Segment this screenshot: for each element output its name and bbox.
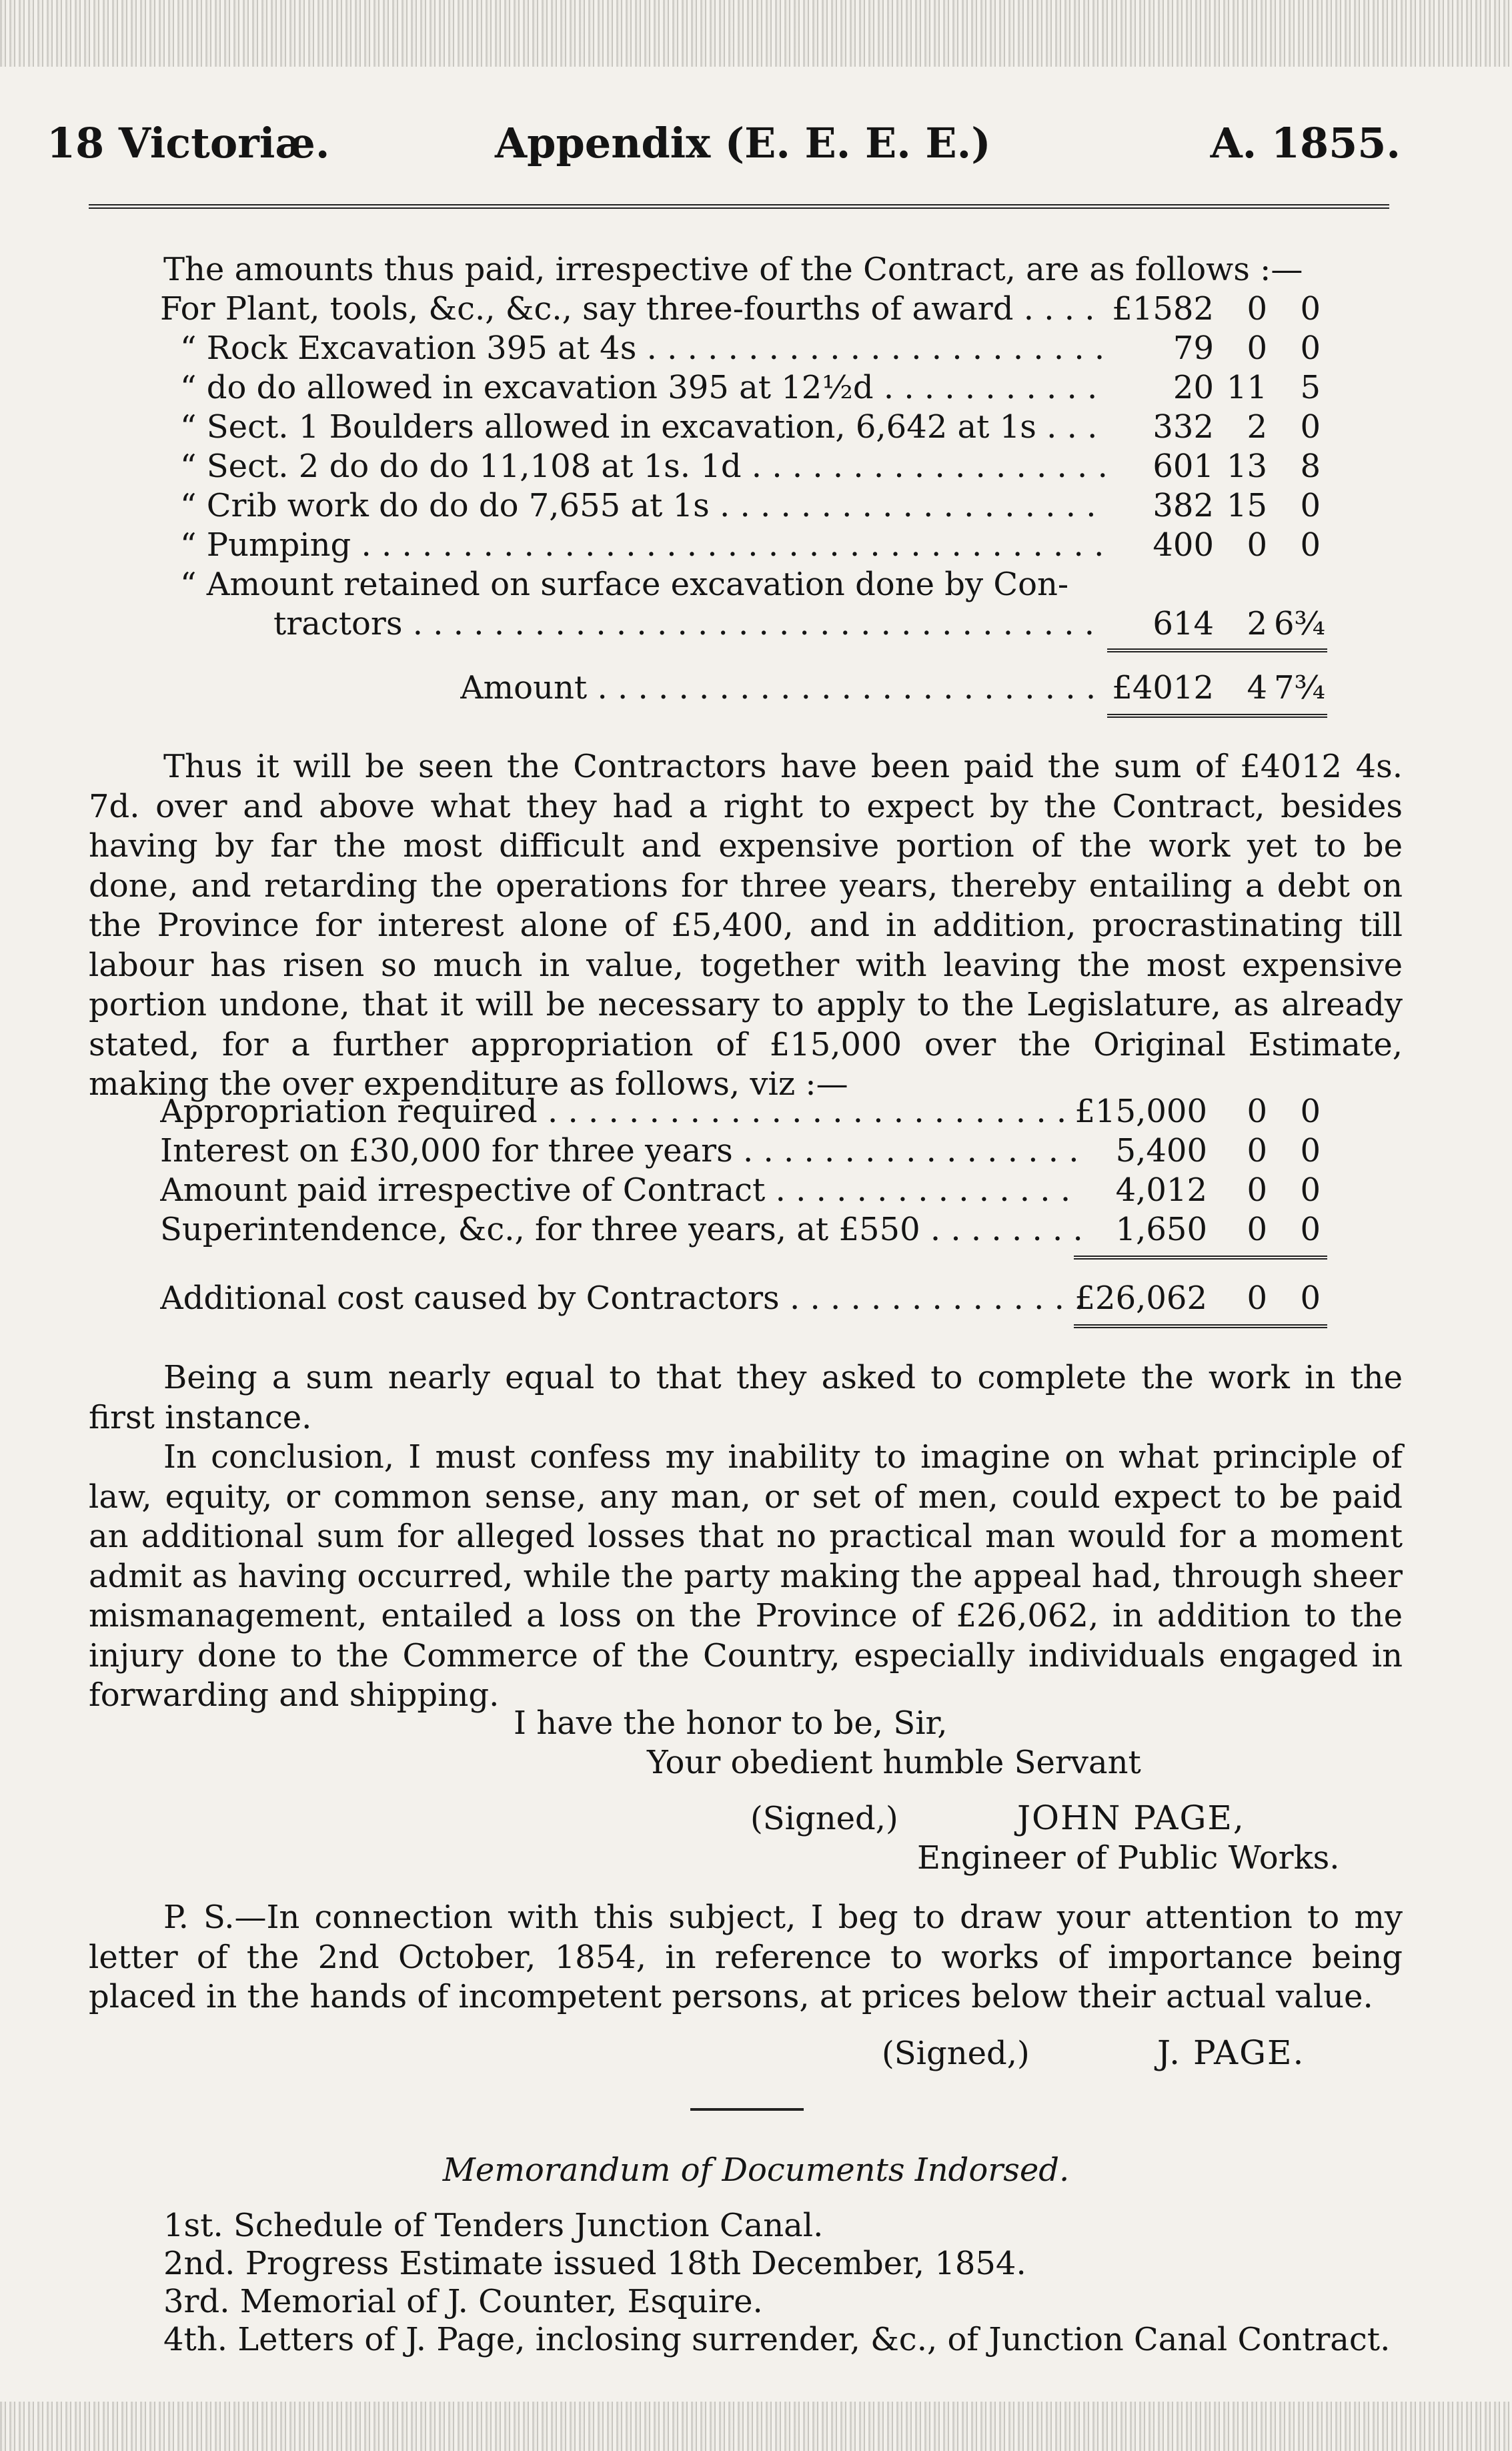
payment-row	[0, 487, 1512, 526]
paragraph-text: Being a sum nearly equal to that they asked to complete the work in the first instance.	[89, 1359, 1403, 1436]
payments-total-rule	[1107, 648, 1327, 652]
memorandum-list	[163, 2207, 1390, 2359]
payment-row	[0, 408, 1512, 448]
payment-label: “ Amount retained on surface excavation done by Con-	[180, 566, 1069, 603]
payment-shillings: 13	[1226, 448, 1267, 485]
payments-total-shillings: 4	[1247, 669, 1267, 706]
payment-label: tractors . . .	[273, 605, 1107, 642]
payment-row	[0, 369, 1512, 408]
ps-signed-label: (Signed,)	[882, 2035, 1030, 2072]
payment-pounds: £1582	[1112, 290, 1214, 328]
header-year: A. 1855.	[1210, 119, 1401, 167]
expenditure-pence: 0	[1300, 1171, 1321, 1209]
payment-label: For Plant, tools, &c., &c., say three-fourths of award . . .	[160, 290, 1107, 328]
payment-row	[0, 330, 1512, 369]
payment-pence: 0	[1300, 487, 1321, 524]
closing-servant: Your obedient humble Servant	[647, 1744, 1141, 1781]
signed-label: (Signed,)	[750, 1800, 898, 1837]
intro-line: The amounts thus paid, irrespective of the Contract, are as follows :—	[163, 251, 1303, 288]
payment-shillings: 11	[1226, 369, 1267, 406]
expenditure-pence: 0	[1300, 1211, 1321, 1248]
memorandum-item: 4th. Letters of J. Page, inclosing surrender, &c., of Junction Canal Contract.	[163, 2321, 1391, 2358]
payment-shillings: 0	[1247, 526, 1267, 564]
payments-total-rule-bottom	[1107, 714, 1327, 718]
payment-label: “ Rock Excavation 395 at 4s . . .	[180, 330, 1107, 367]
payment-row	[0, 605, 1512, 644]
payments-total-pounds: £4012	[1112, 669, 1214, 706]
ps-signatory-name: J. PAGE.	[1157, 2033, 1305, 2072]
expenditure-pounds: £15,000	[1074, 1093, 1207, 1130]
paragraph-contractors-paid	[89, 747, 1403, 1105]
memorandum-item: 3rd. Memorial of J. Counter, Esquire.	[163, 2283, 763, 2320]
memorandum-title: Memorandum of Documents Indorsed.	[442, 2151, 1070, 2189]
payment-pence: 0	[1300, 290, 1321, 328]
payment-row	[0, 448, 1512, 487]
expenditure-shillings: 0	[1247, 1171, 1267, 1209]
payment-pence: 0	[1300, 408, 1321, 446]
expenditure-row	[0, 1171, 1512, 1211]
section-divider	[690, 2108, 804, 2111]
signatory-name: JOHN PAGE,	[1017, 1799, 1245, 1837]
payment-row	[0, 290, 1512, 330]
header-session: 18 Victoriæ.	[47, 119, 330, 167]
expenditure-total-pounds: £26,062	[1074, 1280, 1207, 1317]
payment-pounds: 400	[1153, 526, 1214, 564]
expenditure-total-rule	[1074, 1256, 1327, 1260]
expenditure-total-rule-bottom	[1074, 1324, 1327, 1328]
expenditure-pounds: 1,650	[1115, 1211, 1207, 1248]
expenditure-label: Appropriation required . . .	[160, 1093, 1080, 1130]
payment-pence: 5	[1300, 369, 1321, 406]
payment-row	[0, 566, 1512, 605]
payment-pounds: 382	[1153, 487, 1214, 524]
expenditure-shillings: 0	[1247, 1211, 1267, 1248]
payment-pounds: 332	[1153, 408, 1214, 446]
payment-label: “ Sect. 1 Boulders allowed in excavation, 6,642 at 1s . . .	[180, 408, 1107, 446]
payment-shillings: 2	[1247, 605, 1267, 642]
payment-pounds: 601	[1153, 448, 1214, 485]
expenditure-pounds: 4,012	[1115, 1171, 1207, 1209]
page-edge-top	[0, 0, 1512, 67]
payment-pence: 8	[1300, 448, 1321, 485]
expenditure-total-shillings: 0	[1247, 1280, 1267, 1317]
expenditure-label: Amount paid irrespective of Contract . . .	[160, 1171, 1080, 1209]
payments-total-row	[0, 669, 1512, 708]
expenditure-label: Interest on £30,000 for three years . . .	[160, 1132, 1080, 1169]
payment-pence: 0	[1300, 526, 1321, 564]
expenditure-pounds: 5,400	[1115, 1132, 1207, 1169]
expenditure-row	[0, 1211, 1512, 1250]
expenditure-shillings: 0	[1247, 1093, 1267, 1130]
header-appendix: Appendix (E. E. E. E.)	[495, 119, 991, 167]
payment-pounds: 79	[1173, 330, 1214, 367]
header-rule	[89, 204, 1389, 209]
payment-label: “ Sect. 2 do do do 11,108 at 1s. 1d . . .	[180, 448, 1107, 485]
page-edge-bottom	[0, 2402, 1512, 2451]
closing-line: I have the honor to be, Sir,	[514, 1704, 948, 1742]
expenditure-row	[0, 1132, 1512, 1171]
expenditure-pence: 0	[1300, 1093, 1321, 1130]
payment-label: “ Pumping . . .	[180, 526, 1107, 564]
payments-total-pence: 7¾	[1274, 669, 1326, 706]
payment-shillings: 0	[1247, 290, 1267, 328]
paragraph-text: In conclusion, I must confess my inability to imagine on what principle of law, equity, or common sense, any man, or set of men, could expect to be paid an additional sum for alleged losses that no practical man would for a moment admit as having occurred, while the party making the appeal had, through sheer mismanagement, entailed a loss on the Province of £26,062, in addition to the injury done to the Commerce of the Country, especially individuals engaged in forwarding and shipping.	[89, 1438, 1403, 1714]
expenditure-row	[0, 1093, 1512, 1132]
memorandum-item: 1st. Schedule of Tenders Junction Canal.	[163, 2207, 824, 2244]
payment-label: “ do do allowed in excavation 395 at 12½d . . .	[180, 369, 1107, 406]
payment-pence: 0	[1300, 330, 1321, 367]
paragraph-conclusion	[89, 1358, 1403, 1716]
paragraph-text: Thus it will be seen the Contractors have been paid the sum of £4012 4s. 7d. over and above what they had a right to expect by the Contract, besides having by far the most difficult and expensive portion of the work yet to be done, and retarding the operations for three years, thereby entailing a debt on the Province for interest alone of £5,400, and in addition, procrastinating till labour has risen so much in value, together with leaving the most expensive portion undone, that it will be necessary to apply to the Legislature, as already stated, for a further appropriation of £15,000 over the Original Estimate, making the over expenditure as follows, viz :—	[89, 748, 1403, 1103]
expenditure-total-pence: 0	[1300, 1280, 1321, 1317]
postscript	[89, 1898, 1403, 2017]
payment-row	[0, 526, 1512, 566]
payment-label: “ Crib work do do do 7,655 at 1s . . .	[180, 487, 1107, 524]
running-header	[47, 119, 1401, 179]
payment-pounds: 20	[1173, 369, 1214, 406]
expenditure-total-row	[0, 1280, 1512, 1319]
postscript-text: P. S.—In connection with this subject, I beg to draw your attention to my letter of the 2nd October, 1854, in reference to works of importance being placed in the hands of incompetent persons, at prices below their actual value.	[89, 1899, 1403, 2015]
payment-pounds: 614	[1153, 605, 1214, 642]
payment-shillings: 0	[1247, 330, 1267, 367]
signatory-title: Engineer of Public Works.	[917, 1839, 1340, 1877]
payments-total-label: Amount . . .	[460, 669, 1107, 706]
memorandum-item: 2nd. Progress Estimate issued 18th December, 1854.	[163, 2245, 1026, 2282]
payment-shillings: 15	[1226, 487, 1267, 524]
expenditure-label: Superintendence, &c., for three years, at £550 . . .	[160, 1211, 1080, 1248]
expenditure-total-label: Additional cost caused by Contractors . . .	[160, 1280, 1080, 1317]
expenditure-pence: 0	[1300, 1132, 1321, 1169]
expenditure-shillings: 0	[1247, 1132, 1267, 1169]
payment-pence: 6¾	[1274, 605, 1326, 642]
payment-shillings: 2	[1247, 408, 1267, 446]
